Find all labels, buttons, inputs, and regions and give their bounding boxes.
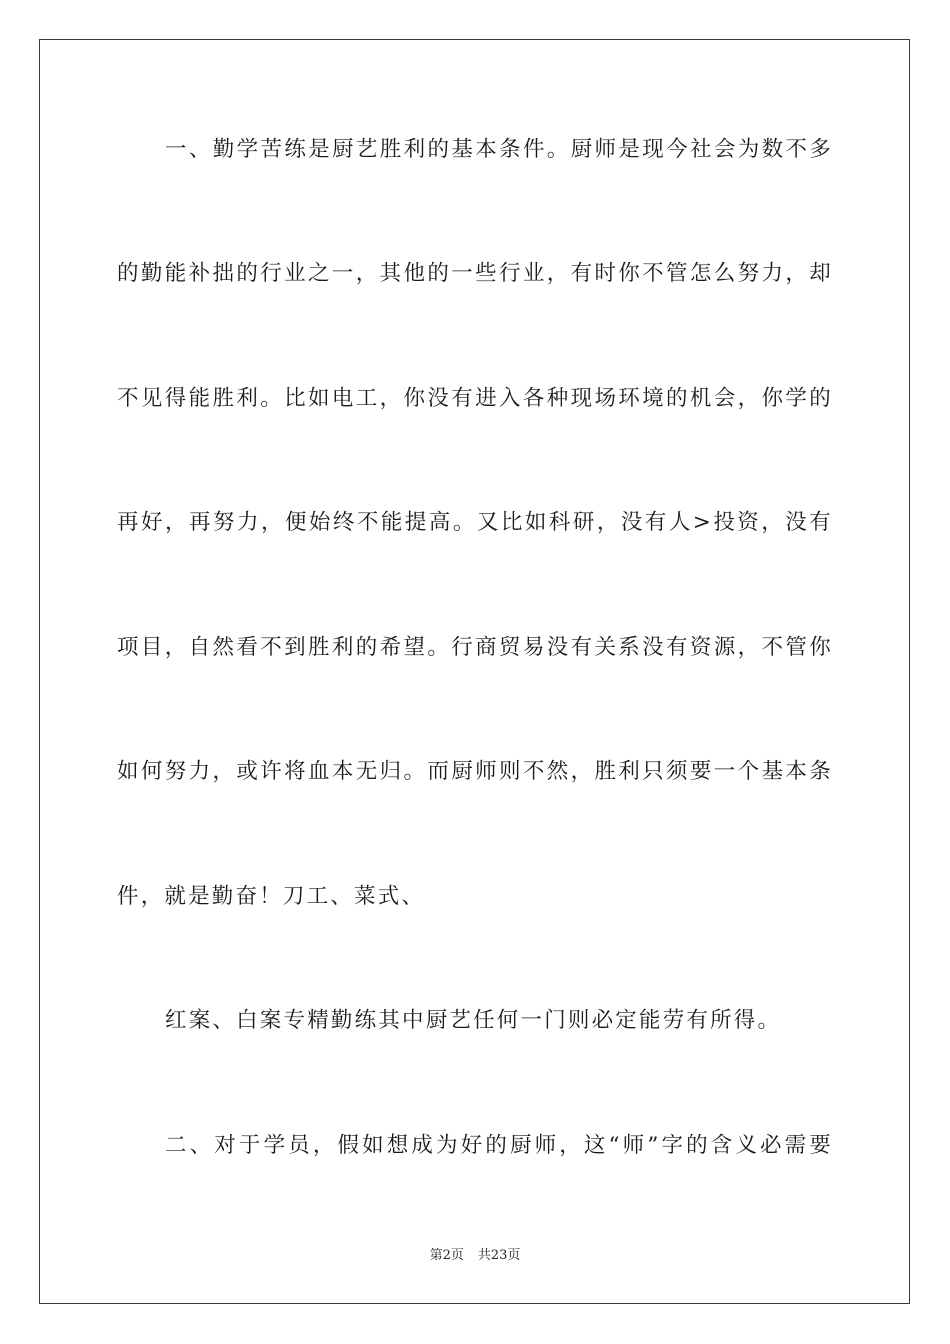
page-footer xyxy=(0,1246,950,1266)
paragraph-line-5: 项目，自然看不到胜利的希望。行商贸易没有关系没有资源，不管你 xyxy=(117,635,833,660)
paragraph-line-2: 的勤能补拙的行业之一，其他的一些行业，有时你不管怎么努力，却 xyxy=(117,261,833,286)
total-pages: 共23页 xyxy=(477,1248,521,1263)
paragraph-line-1: 一、勤学苦练是厨艺胜利的基本条件。厨师是现今社会为数不多 xyxy=(165,137,833,162)
paragraph-line-4: 再好，再努力，便始终不能提高。又比如科研，没有人>投资，没有 xyxy=(117,510,833,535)
paragraph-line-7: 件，就是勤奋！刀工、菜式、 xyxy=(117,884,426,909)
paragraph-line-9: 二、对于学员，假如想成为好的厨师，这“师”字的含义必需要 xyxy=(165,1133,833,1158)
page-border xyxy=(39,39,910,1304)
paragraph-line-6: 如何努力，或许将血本无归。而厨师则不然，胜利只须要一个基本条 xyxy=(117,759,833,784)
paragraph-line-8: 红案、白案专精勤练其中厨艺任何一门则必定能劳有所得。 xyxy=(165,1008,782,1033)
paragraph-line-3: 不见得能胜利。比如电工，你没有进入各种现场环境的机会，你学的 xyxy=(117,386,833,411)
page-number: 第2页 xyxy=(429,1248,464,1263)
